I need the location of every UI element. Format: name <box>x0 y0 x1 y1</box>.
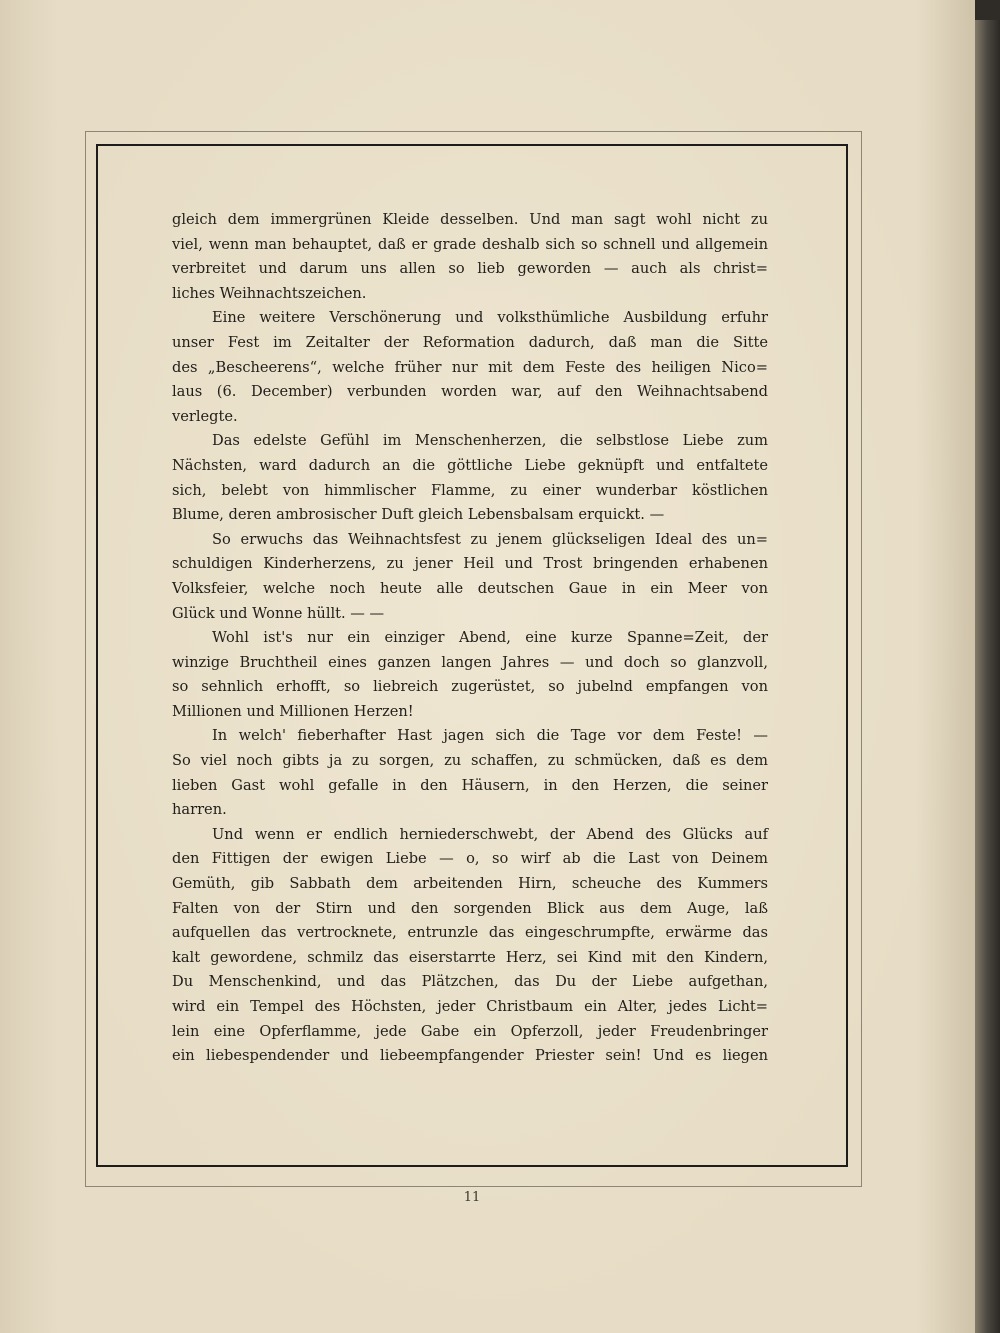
paragraph <box>172 823 768 1069</box>
text-line: so sehnlich erhofft, so liebreich zugerüstet, so jubelnd empfangen von <box>172 678 768 696</box>
text-line: unser Fest im Zeitalter der Reformation dadurch, daß man die Sitte <box>172 333 768 351</box>
text-line: Nächsten, ward dadurch an die göttliche Liebe geknüpft und entfaltete <box>172 456 768 474</box>
text-line: Glück und Wonne hüllt. — — <box>172 604 385 622</box>
page-number: 11 <box>463 1190 481 1205</box>
text-line: viel, wenn man behauptet, daß er grade deshalb sich so schnell und allgemein <box>172 235 768 253</box>
text-line: lein eine Opferflamme, jede Gabe ein Opferzoll, jeder Freudenbringer <box>172 1022 768 1040</box>
text-line: schuldigen Kinderherzens, zu jener Heil und Trost bringenden erhabenen <box>172 555 768 573</box>
text-line: winzige Bruchtheil eines ganzen langen Jahres — und doch so glanzvoll, <box>172 653 768 671</box>
text-line: sich, belebt von himmlischer Flamme, zu einer wunderbar köstlichen <box>172 481 768 499</box>
text-line: Wohl ist's nur ein einziger Abend, eine kurze Spanne=Zeit, der <box>212 629 768 647</box>
text-line: Eine weitere Verschönerung und volksthümliche Ausbildung erfuhr <box>212 309 768 327</box>
text-line: Gemüth, gib Sabbath dem arbeitenden Hirn, scheuche des Kummers <box>172 875 768 893</box>
text-line: Volksfeier, welche noch heute alle deutschen Gaue in ein Meer von <box>172 579 768 597</box>
text-line: wird ein Tempel des Höchsten, jeder Christbaum ein Alter, jedes Licht= <box>172 998 768 1015</box>
paragraph <box>172 626 768 724</box>
text-line: den Fittigen der ewigen Liebe — o, so wirf ab die Last von Deinem <box>172 850 768 868</box>
text-line: Millionen und Millionen Herzen! <box>172 702 414 720</box>
text-line: Du Menschenkind, und das Plätzchen, das Du der Liebe aufgethan, <box>172 973 768 991</box>
text-line: gleich dem immergrünen Kleide desselben. Und man sagt wohl nicht zu <box>172 211 768 228</box>
paragraph <box>172 724 768 822</box>
text-line: Das edelste Gefühl im Menschenherzen, die selbstlose Liebe zum <box>212 432 768 450</box>
text-line: harren. <box>172 801 227 819</box>
text-line: verbreitet und darum uns allen so lieb geworden — auch als christ= <box>172 260 768 278</box>
text-line: kalt gewordene, schmilz das eiserstarrte Herz, sei Kind mit den Kindern, <box>172 948 768 966</box>
text-line: aufquellen das vertrocknete, entrunzle das eingeschrumpfte, erwärme das <box>172 924 768 942</box>
text-line: In welch' fieberhafter Hast jagen sich die Tage vor dem Feste! — <box>212 727 768 745</box>
text-line: lieben Gast wohl gefalle in den Häusern, in den Herzen, die seiner <box>172 776 768 794</box>
text-line: liches Weihnachtszeichen. <box>172 284 367 302</box>
paragraph <box>172 208 768 306</box>
text-line: ein liebespendender und liebeempfangender Priester sein! Und es liegen <box>172 1047 768 1065</box>
paragraph <box>172 306 768 429</box>
text-line: So erwuchs das Weihnachtsfest zu jenem glückseligen Ideal des un= <box>212 530 768 548</box>
text-line: des „Bescheerens“, welche früher nur mit dem Feste des heiligen Nico= <box>172 358 768 376</box>
text-line: Und wenn er endlich herniederschwebt, der Abend des Glücks auf <box>212 825 768 843</box>
text-line: Falten von der Stirn und den sorgenden Blick aus dem Auge, laß <box>172 899 768 917</box>
body-text <box>172 208 768 1069</box>
text-line: So viel noch gibts ja zu sorgen, zu schaffen, zu schmücken, daß es dem <box>172 752 768 770</box>
text-line: Blume, deren ambrosischer Duft gleich Lebensbalsam erquickt. — <box>172 506 665 524</box>
paragraph <box>172 429 768 527</box>
paragraph <box>172 528 768 626</box>
text-line: laus (6. December) verbunden worden war, auf den Weihnachtsabend <box>172 383 768 401</box>
text-line: verlegte. <box>172 407 238 425</box>
